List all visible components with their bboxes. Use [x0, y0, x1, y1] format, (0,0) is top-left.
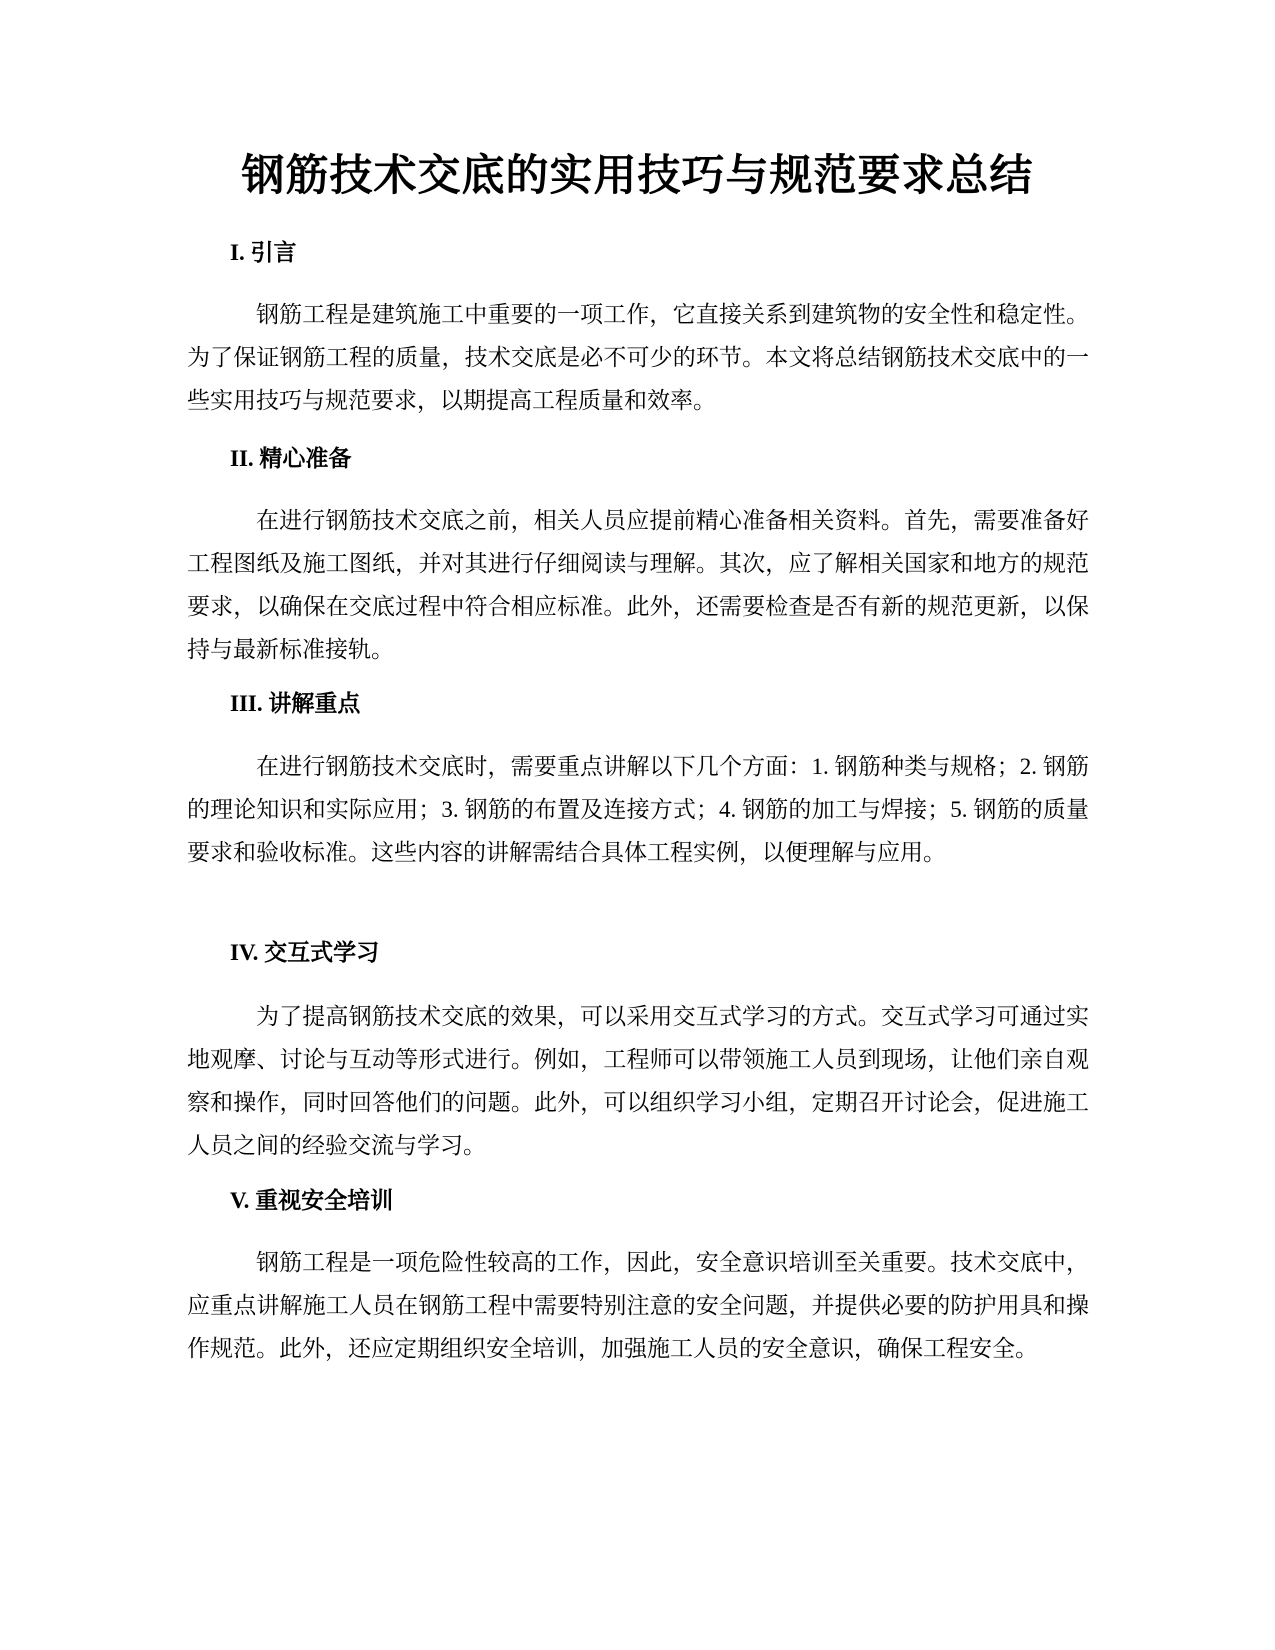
- section-heading-safety-training: V. 重视安全培训: [230, 1188, 394, 1213]
- section-paragraph-safety-training: 钢筋工程是一项危险性较高的工作，因此，安全意识培训至关重要。技术交底中，应重点讲解施工人员在钢筋工程中需要特别注意的安全问题，并提供必要的防护用具和操作规范。此外，还应定期组织安全培训，加强施工人员的安全意识，确保工程安全。: [187, 1250, 1089, 1361]
- section-heading-introduction: I. 引言: [230, 240, 297, 265]
- section-paragraph-introduction: 钢筋工程是建筑施工中重要的一项工作，它直接关系到建筑物的安全性和稳定性。为了保证钢筋工程的质量，技术交底是必不可少的环节。本文将总结钢筋技术交底中的一些实用技巧与规范要求，以期提高工程质量和效率。: [187, 302, 1089, 413]
- section-heading-key-points: III. 讲解重点: [230, 691, 361, 716]
- section-paragraph-interactive-learning: 为了提高钢筋技术交底的效果，可以采用交互式学习的方式。交互式学习可通过实地观摩、讨论与互动等形式进行。例如，工程师可以带领施工人员到现场，让他们亲自观察和操作，同时回答他们的问题。此外，可以组织学习小组，定期召开讨论会，促进施工人员之间的经验交流与学习。: [187, 1004, 1089, 1158]
- section-heading-interactive-learning: IV. 交互式学习: [230, 940, 380, 965]
- section-heading-preparation: II. 精心准备: [230, 446, 352, 471]
- document-title: 钢筋技术交底的实用技巧与规范要求总结: [241, 151, 1034, 201]
- section-paragraph-preparation: 在进行钢筋技术交底之前，相关人员应提前精心准备相关资料。首先，需要准备好工程图纸及施工图纸，并对其进行仔细阅读与理解。其次，应了解相关国家和地方的规范要求，以确保在交底过程中符合相应标准。此外，还需要检查是否有新的规范更新，以保持与最新标准接轨。: [187, 508, 1089, 662]
- section-paragraph-key-points: 在进行钢筋技术交底时，需要重点讲解以下几个方面：1. 钢筋种类与规格；2. 钢筋的理论知识和实际应用；3. 钢筋的布置及连接方式；4. 钢筋的加工与焊接；5. 钢筋的质量要求和验收标准。这些内容的讲解需结合具体工程实例，以便理解与应用。: [187, 754, 1089, 865]
